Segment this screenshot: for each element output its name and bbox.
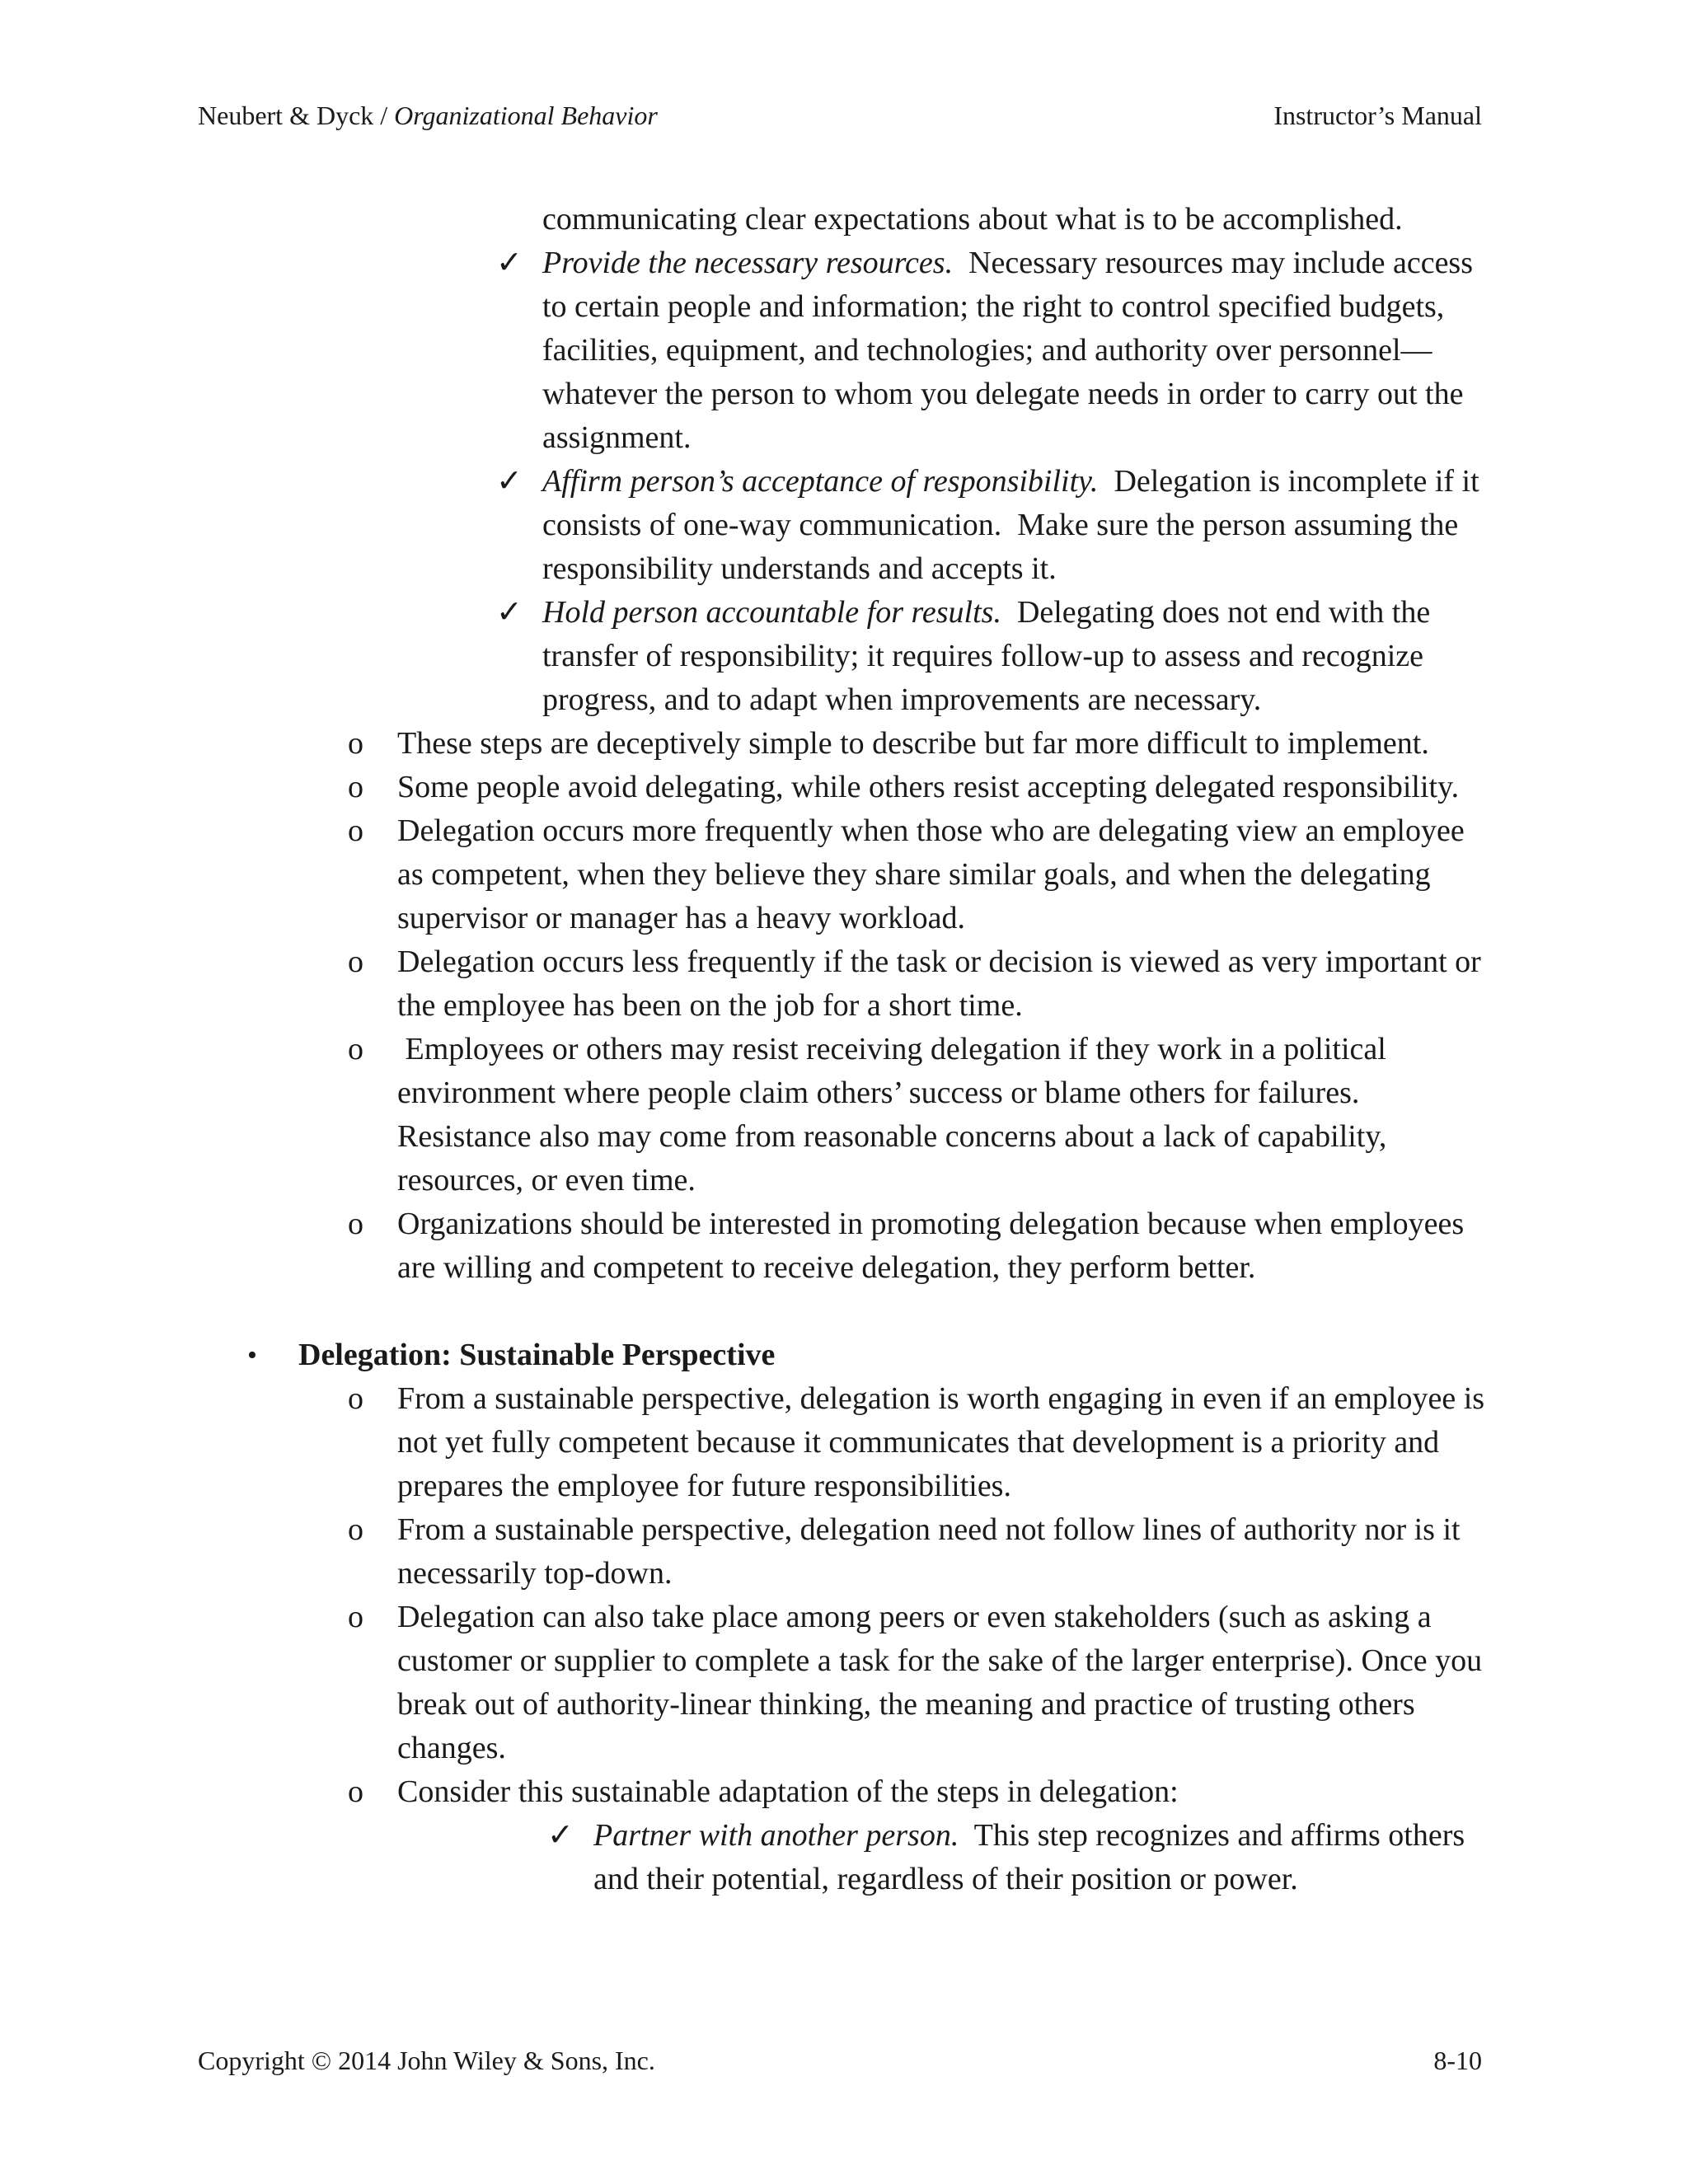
sub-item	[348, 1377, 1493, 1508]
sub-item	[348, 722, 1493, 766]
check-item-text: Delegating does not end with the transfer of responsibility; it requires follow-up to assess and recognize progress, and to adapt when improvements are necessary.	[542, 595, 1438, 717]
sub-item-text: From a sustainable perspective, delegation need not follow lines of authority nor is it necessarily top-down.	[397, 1512, 1461, 1591]
check-item-title: Partner with another person.	[593, 1818, 959, 1853]
sub-item-text: Employees or others may resist receiving delegation if they work in a political environment where people claim others’ success or blame others for failures. Resistance also may come from reasonable concerns about a lack of capability, resources, or even time.	[397, 1032, 1395, 1197]
sub-item-text: Delegation occurs less frequently if the task or decision is viewed as very important or the employee has been on the job for a short time.	[397, 944, 1481, 1023]
sub-item	[348, 1508, 1493, 1596]
check-item-title: Hold person accountable for results.	[542, 595, 1001, 630]
section-heading: Delegation: Sustainable Perspective	[298, 1338, 776, 1372]
check-item-text: Delegation is incomplete if it consists of one-way communication. Make sure the person assuming the responsibility understands and accepts it.	[542, 464, 1488, 586]
continued-text: communicating clear expectations about what is to be accomplished.	[542, 202, 1403, 237]
sub-item-text: Some people avoid delegating, while others resist accepting delegated responsibility.	[397, 770, 1460, 804]
sub-item	[348, 940, 1493, 1028]
check-item	[496, 241, 1490, 460]
sub-item-text: These steps are deceptively simple to describe but far more difficult to implement.	[397, 726, 1429, 761]
check-item-text: Necessary resources may include access to certain people and information; the right to control specified budgets, facilities, equipment, and technologies; and authority over personnel—whatever the person to whom you delegate needs in order to carry out the assignment.	[542, 246, 1481, 455]
checkmark-icon: ✓	[496, 595, 523, 630]
bullet-icon: •	[247, 1340, 257, 1371]
circle-bullet-icon: o	[348, 1032, 363, 1066]
sub-item	[348, 1028, 1493, 1202]
check-item	[496, 591, 1490, 722]
check-item	[547, 1814, 1484, 1901]
checkmark-icon: ✓	[547, 1818, 574, 1853]
check-item	[496, 460, 1490, 591]
copyright-text: Copyright © 2014 John Wiley & Sons, Inc.	[198, 2046, 655, 2075]
header-book-title: Organizational Behavior	[394, 101, 658, 130]
sub-item	[348, 809, 1493, 940]
sub-item	[348, 1596, 1493, 1770]
header-authors: Neubert & Dyck /	[198, 101, 395, 130]
header-left	[198, 99, 658, 132]
sub-item-text: Organizations should be interested in promoting delegation because when employees are willing and competent to receive delegation, they perform better.	[397, 1207, 1465, 1285]
circle-bullet-icon: o	[348, 726, 363, 761]
sub-item	[348, 1202, 1493, 1290]
sub-item-text: Delegation occurs more frequently when those who are delegating view an employee as competent, when they believe they share similar goals, and when the delegating supervisor or manager has a heavy workload.	[397, 813, 1465, 935]
section-heading-item	[247, 1333, 1493, 1377]
check-item-text: This step recognizes and affirms others and their potential, regardless of their position or power.	[593, 1818, 1473, 1896]
circle-bullet-icon: o	[348, 944, 363, 979]
page-footer	[198, 2044, 1482, 2077]
circle-bullet-icon: o	[348, 770, 363, 804]
check-item-title: Affirm person’s acceptance of responsibility.	[542, 464, 1099, 499]
circle-bullet-icon: o	[348, 1381, 363, 1416]
sub-item-text: Consider this sustainable adaptation of the steps in delegation:	[397, 1774, 1179, 1809]
header-right: Instructor’s Manual	[1273, 101, 1482, 130]
checkmark-icon: ✓	[496, 464, 523, 499]
circle-bullet-icon: o	[348, 1207, 363, 1241]
sub-item-text: From a sustainable perspective, delegation is worth engaging in even if an employee is not yet fully competent because it communicates that development is a priority and prepares the employee for future responsibilities.	[397, 1381, 1485, 1503]
circle-bullet-icon: o	[348, 1774, 363, 1809]
circle-bullet-icon: o	[348, 813, 363, 848]
sub-item-text: Delegation can also take place among peers or even stakeholders (such as asking a customer or supplier to complete a task for the sake of the larger enterprise). Once you break out of authority-linear thinking, the meaning and practice of trusting others changes.	[397, 1600, 1483, 1765]
check-item-title: Provide the necessary resources.	[542, 246, 954, 280]
checkmark-icon: ✓	[496, 246, 523, 280]
page-content	[0, 198, 1688, 1901]
sub-item	[348, 1770, 1493, 1814]
page-number: 8-10	[1433, 2046, 1482, 2075]
circle-bullet-icon: o	[348, 1600, 363, 1634]
page-header	[198, 99, 1482, 132]
sub-item	[348, 766, 1493, 809]
circle-bullet-icon: o	[348, 1512, 363, 1547]
